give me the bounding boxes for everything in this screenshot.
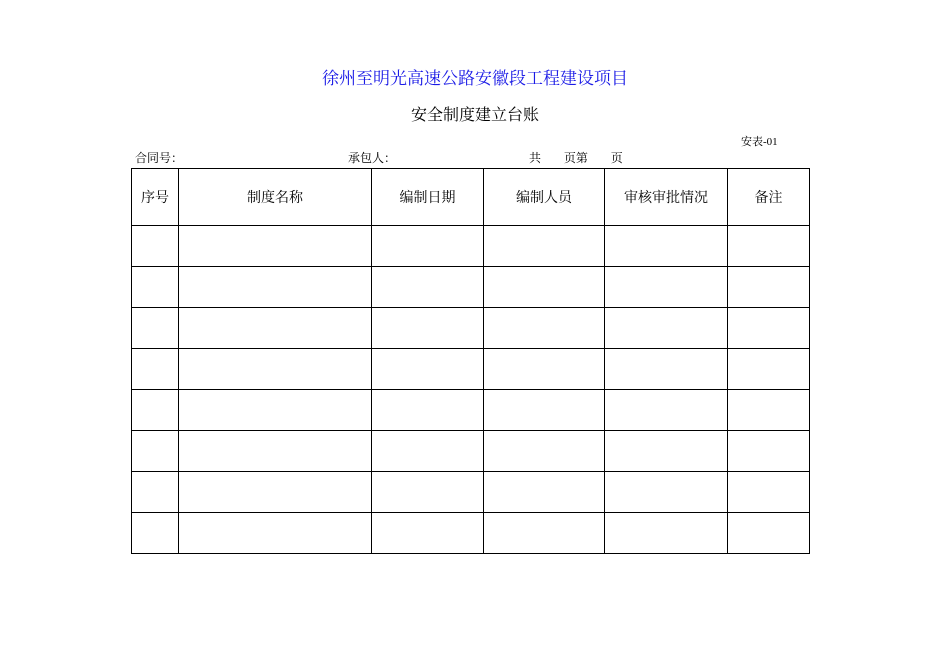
- table-row: [132, 267, 810, 308]
- table-cell[interactable]: [605, 349, 728, 390]
- page-count-label: 共 页第 页: [529, 151, 623, 165]
- table-cell[interactable]: [728, 472, 810, 513]
- table-cell[interactable]: [484, 308, 605, 349]
- table-cell[interactable]: [132, 472, 179, 513]
- table-cell[interactable]: [605, 267, 728, 308]
- contractor-label: 承包人：: [348, 151, 397, 165]
- header-system-name: 制度名称: [179, 169, 372, 226]
- table-cell[interactable]: [728, 308, 810, 349]
- table-cell[interactable]: [372, 267, 484, 308]
- table-cell[interactable]: [132, 349, 179, 390]
- table-cell[interactable]: [132, 513, 179, 554]
- table-row: [132, 349, 810, 390]
- table-cell[interactable]: [372, 513, 484, 554]
- document-title: 徐州至明光高速公路安徽段工程建设项目: [322, 69, 628, 89]
- table-cell[interactable]: [132, 226, 179, 267]
- table-cell[interactable]: [132, 308, 179, 349]
- header-review-approval: 审核审批情况: [605, 169, 728, 226]
- table-cell[interactable]: [179, 308, 372, 349]
- table-cell[interactable]: [605, 513, 728, 554]
- table-cell[interactable]: [728, 390, 810, 431]
- table-row: [132, 472, 810, 513]
- table-row: [132, 513, 810, 554]
- table-cell[interactable]: [179, 431, 372, 472]
- table-cell[interactable]: [372, 308, 484, 349]
- table-cell[interactable]: [728, 431, 810, 472]
- safety-system-ledger-table: [131, 168, 810, 554]
- header-remarks: 备注: [728, 169, 810, 226]
- table-cell[interactable]: [132, 431, 179, 472]
- table-cell[interactable]: [179, 349, 372, 390]
- table-cell[interactable]: [484, 390, 605, 431]
- header-compiler: 编制人员: [484, 169, 605, 226]
- table-cell[interactable]: [132, 267, 179, 308]
- table-cell[interactable]: [372, 226, 484, 267]
- table-cell[interactable]: [484, 431, 605, 472]
- table-cell[interactable]: [179, 472, 372, 513]
- table-row: [132, 390, 810, 431]
- contract-number-label: 合同号：: [135, 151, 184, 165]
- table-header-row: [132, 169, 810, 226]
- table-cell[interactable]: [179, 390, 372, 431]
- table-row: [132, 431, 810, 472]
- header-serial-number: 序号: [132, 169, 179, 226]
- table-cell[interactable]: [372, 431, 484, 472]
- table-cell[interactable]: [372, 349, 484, 390]
- form-code: 安表-01: [741, 136, 778, 148]
- table-cell[interactable]: [484, 513, 605, 554]
- table-cell[interactable]: [372, 390, 484, 431]
- table-cell[interactable]: [484, 472, 605, 513]
- table-row: [132, 226, 810, 267]
- table-cell[interactable]: [728, 349, 810, 390]
- table-cell[interactable]: [605, 472, 728, 513]
- table-cell[interactable]: [132, 390, 179, 431]
- table-row: [132, 308, 810, 349]
- table-cell[interactable]: [484, 349, 605, 390]
- table-cell[interactable]: [179, 267, 372, 308]
- table-cell[interactable]: [484, 267, 605, 308]
- table-cell[interactable]: [605, 431, 728, 472]
- header-compile-date: 编制日期: [372, 169, 484, 226]
- table-cell[interactable]: [484, 226, 605, 267]
- table-cell[interactable]: [605, 390, 728, 431]
- document-subtitle: 安全制度建立台账: [410, 105, 539, 124]
- table-cell[interactable]: [728, 267, 810, 308]
- table-cell[interactable]: [728, 226, 810, 267]
- table-cell[interactable]: [605, 226, 728, 267]
- table-cell[interactable]: [605, 308, 728, 349]
- table-cell[interactable]: [179, 513, 372, 554]
- table-cell[interactable]: [372, 472, 484, 513]
- table-cell[interactable]: [179, 226, 372, 267]
- table-cell[interactable]: [728, 513, 810, 554]
